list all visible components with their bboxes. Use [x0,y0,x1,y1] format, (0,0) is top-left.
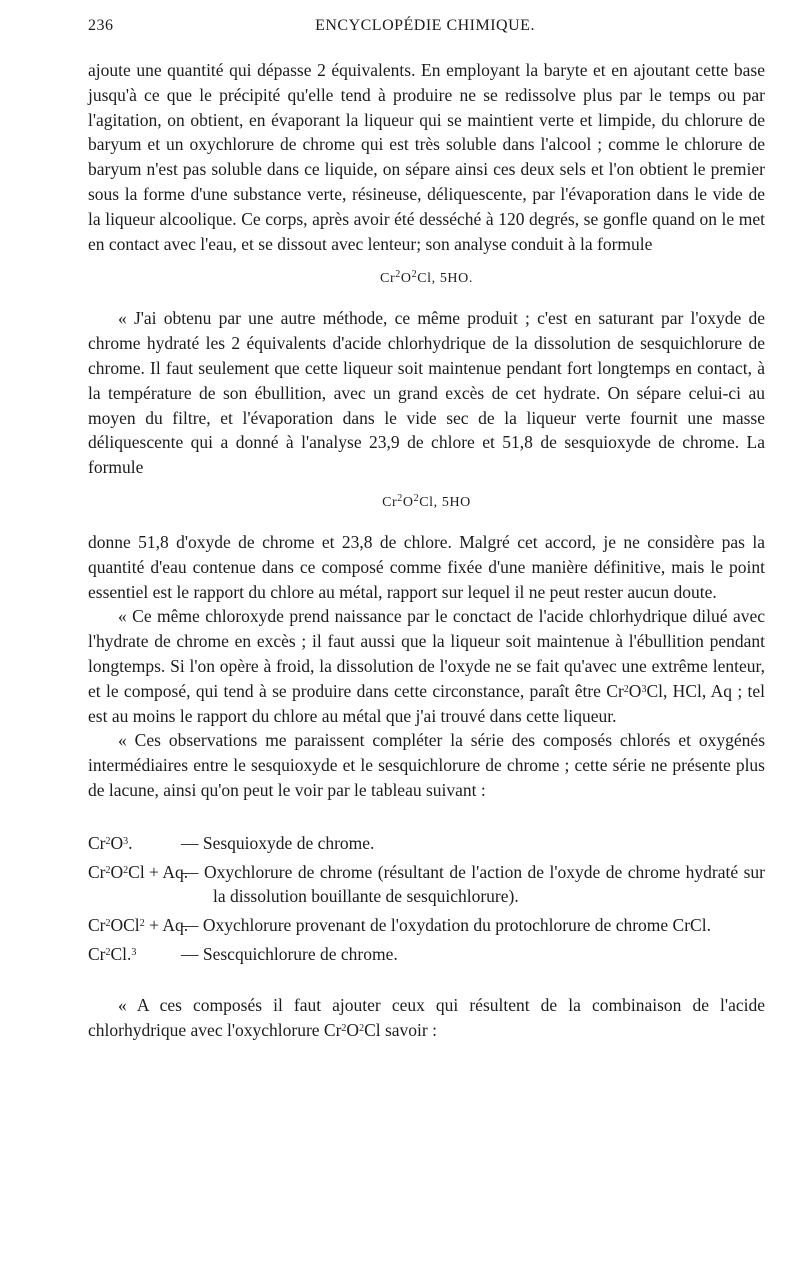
paragraph-continuation: ajoute une quantité qui dépasse 2 équivalents. En employant la baryte et en ajoutant cette base jusqu'à ce que le précipité qu'elle tend à produire ne se redissolve plus par le temps ou par l'agitation, on obtient, en évaporant la liqueur qui se maintient verte et limpide, du chlorure de baryum et un oxychlorure de chrome qui est très soluble dans l'alcool ; comme le chlorure de baryum n'est pas soluble dans ce liquide, on sépare ainsi ces deux sels et l'on obtient le premier sous la forme d'une substance verte, résineuse, déliquescente, par l'évaporation dans le vide de la liqueur alcoolique. Ce corps, après avoir été desséché à 120 degrés, se gonfle quand on le met en contact avec l'eau, et se dissout avec lenteur; son analyse conduit à la formule [88,60,765,254]
compound-formula: $Cr^2O^2Cl + Aq$. [88,861,189,882]
compound-formula: $Cr^2OCl^2 + Aq$. [88,915,189,936]
table-row [88,942,765,967]
compound-description: — Sescquichlorure de chrome. [181,943,398,964]
paragraph-other-method: « J'ai obtenu par une autre méthode, ce même produit ; c'est en saturant par l'oxyde de chrome hydraté les 2 équivalents d'acide chlorhydrique de la dissolution de sesquichlorure de chrome. Il faut seulement que cette liqueur soit maintenue pendant fort longtemps en contact, à la température de son ébullition, avec un grand excès de cet hydrate. On sépare celui-ci au moyen du filtre, et l'évaporation dans le vide sec de la liqueur verte fournit une masse déliquescente qui a donné à l'analyse 23,9 de chlore et 51,8 de sesquioxyde de chrome. La formule [88,308,765,478]
compound-formula: $Cr^2O^3$. [88,832,133,853]
compound-description: — Oxychlorure provenant de l'oxydation du protochlorure de chrome CrCl. [181,915,711,936]
table-row [88,860,765,910]
paragraph-analysis-result: donne 51,8 d'oxyde de chrome et 23,8 de chlore. Malgré cet accord, je ne considère pas la quantité d'eau contenue dans ce composé comme fixée d'une manière définitive, mais le point essentiel est le rapport du chlore au métal, rapport sur lequel il ne peut rester aucun doute. [88,531,765,602]
paragraph-closing: « A ces composés il faut ajouter ceux qui résultent de la combinaison de l'acide chlorhydrique avec l'oxychlorure $Cr^2O^2Cl$ savoir : [88,994,765,1040]
page-body [88,58,765,1042]
compound-description: — Sesquioxyde de chrome. [181,832,375,853]
formula-oxychloride: $Cr^2O^2Cl$, 5HO. [380,269,473,287]
table-row [88,831,765,856]
running-title: ENCYCLOPÉDIE CHIMIQUE. [315,17,535,34]
paragraph-chloroxide: « Ce même chloroxyde prend naissance par le conctact de l'acide chlorhydrique dilué avec l'hydrate de chrome en excès ; il faut aussi que la liqueur soit maintenue à l'ébullition pendant longtemps. Si l'on opère à froid, la dissolution de l'oxyde ne se fait qu'avec une extrême lenteur, et le composé, qui tend à se produire dans cette circonstance, paraît être $Cr^2O^3Cl$, HCl, Aq ; tel est au moins le rapport du chlore au métal que j'ai trouvé dans cette liqueur. [88,606,766,726]
formula-oxychloride-2: $Cr^2O^2Cl$, 5HO [382,492,471,510]
page-header [88,17,762,41]
compound-table [88,831,765,967]
compound-formula: Cr$^2$Cl.$^3$ [88,943,137,964]
paragraph-observations: « Ces observations me paraissent compléter la série des composés chlorés et oxygénés intermédiaires entre le sesquioxyde et le sesquichlorure de chrome ; cette série ne présente plus de lacune, ainsi qu'on peut le voir par le tableau suivant : [88,730,765,800]
table-row [88,913,765,938]
compound-description: — Oxychlorure de chrome (résultant de l'action de l'oxyde de chrome hydraté sur la dissolution bouillante de sesquichlorure). [181,861,765,907]
page-number: 236 [88,17,114,34]
